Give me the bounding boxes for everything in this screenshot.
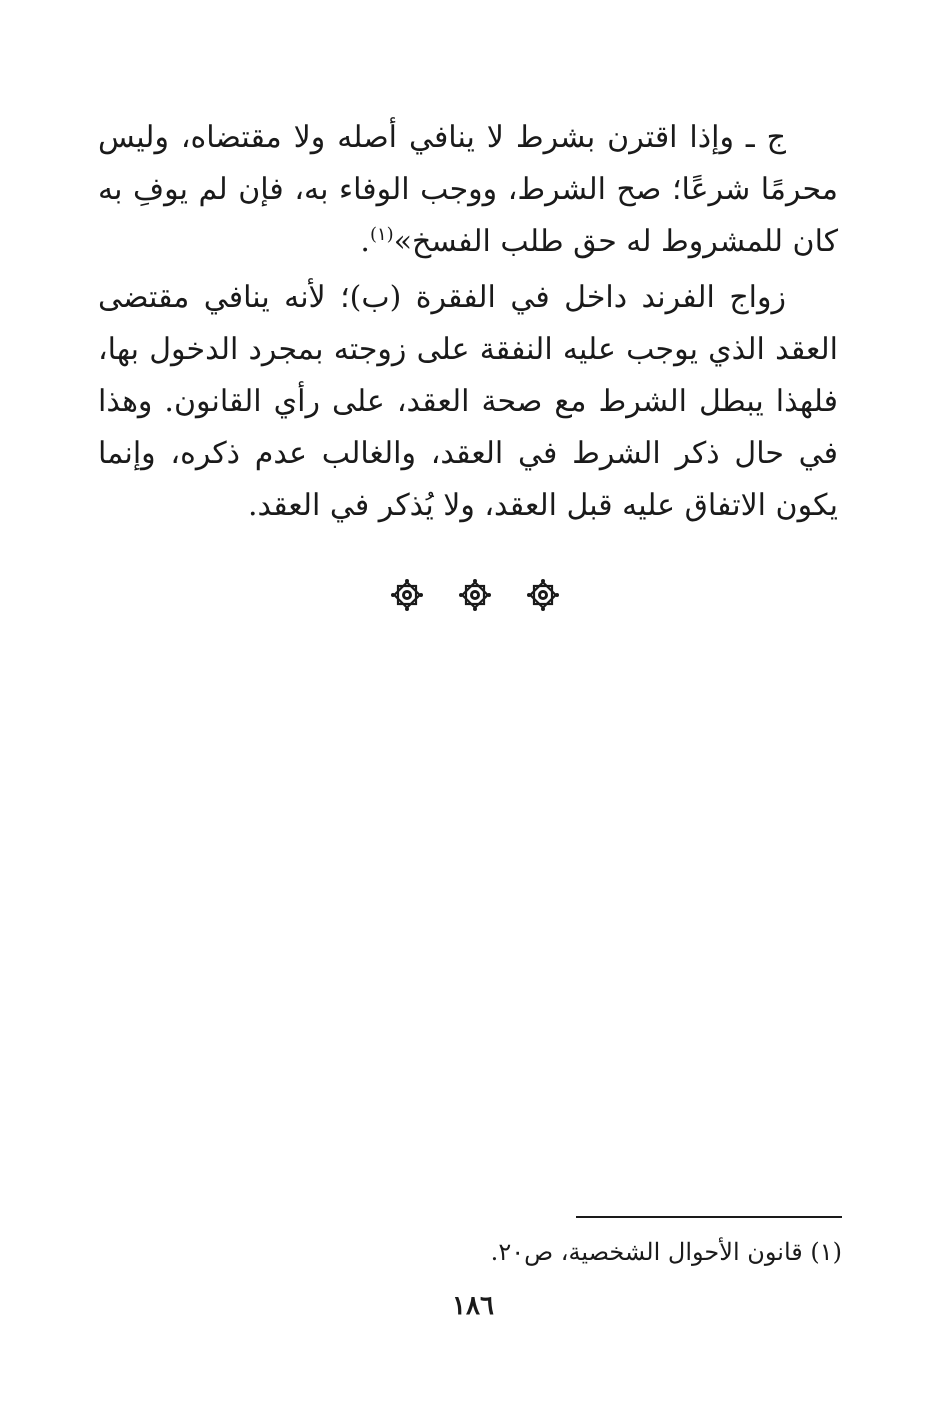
eight-point-star-ornament-icon — [390, 578, 424, 612]
footnote-divider — [576, 1216, 842, 1218]
paragraph-1-text: ج ـ وإذا اقترن بشرط لا ينافي أصله ولا مقتضاه، وليس محرمًا شرعًا؛ صح الشرط، ووجب الوفاء به، فإن لم يوفِ به كان للمشروط له حق طلب الفسخ» — [98, 120, 838, 259]
paragraph-1 — [98, 112, 838, 268]
page-number: ١٨٦ — [452, 1291, 494, 1321]
footnote: (١) قانون الأحوال الشخصية، ص٢٠. — [490, 1238, 842, 1266]
eight-point-star-ornament-icon — [526, 578, 560, 612]
paragraph-2: زواج الفرند داخل في الفقرة (ب)؛ لأنه ينافي مقتضى العقد الذي يوجب عليه النفقة على زوجته بمجرد الدخول بها، فلهذا يبطل الشرط مع صحة العقد، على رأي القانون. وهذا في حال ذكر الشرط في العقد، والغالب عدم ذكره، وإنما يكون الاتفاق عليه قبل العقد، ولا يُذكر في العقد. — [98, 280, 838, 523]
section-divider-ornaments — [390, 578, 560, 612]
paragraph-1-end: . — [360, 224, 370, 259]
main-text — [98, 112, 838, 532]
eight-point-star-ornament-icon — [458, 578, 492, 612]
footnote-reference: (١) — [369, 224, 394, 245]
